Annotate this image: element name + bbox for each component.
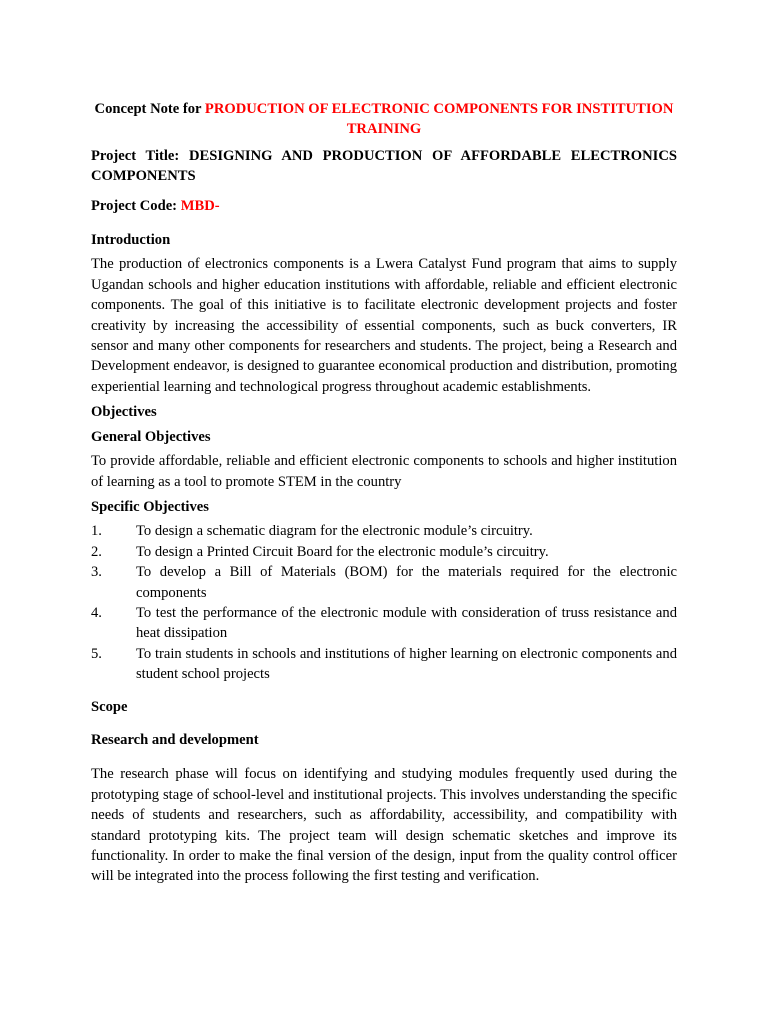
general-objectives-text: To provide affordable, reliable and efficient electronic components to schools and higher institution of learning as a tool to promote STEM in the country [91, 453, 677, 490]
list-item [91, 603, 677, 644]
title-prefix: Concept Note for [94, 101, 205, 117]
project-code [91, 196, 677, 216]
research-development-heading: Research and development [91, 731, 259, 748]
list-item-number: 4. [91, 604, 102, 621]
project-code-label: Project Code: [91, 197, 181, 214]
objectives-heading: Objectives [91, 404, 157, 421]
list-item-number: 2. [91, 543, 102, 560]
list-item-number: 1. [91, 523, 102, 540]
list-item-text: To train students in schools and institutions of higher learning on electronic components and student school projects [136, 645, 677, 683]
introduction-text: The production of electronics components is a Lwera Catalyst Fund program that aims to supply Ugandan schools and higher education institutions with affordable, reliable and efficient electronic components. The goal of this initiative is to facilitate electronic development projects and foster creativity by increasing the accessibility of essential components, such as buck converters, IR sensor and many other components for researchers and students. The project, being a Research and Development endeavor, is designed to guarantee economical production and distribution, promoting experiential learning and technological progress throughout academic establishments. [91, 256, 677, 395]
list-item-text: To design a Printed Circuit Board for the electronic module’s circuitry. [136, 543, 549, 560]
project-title-value: DESIGNING AND PRODUCTION OF AFFORDABLE ELECTRONICS COMPONENTS [91, 147, 677, 185]
project-title [91, 146, 677, 187]
list-item [91, 521, 677, 541]
specific-objectives-list [91, 521, 677, 684]
list-item-text: To design a schematic diagram for the electronic module’s circuitry. [136, 523, 533, 540]
introduction-heading: Introduction [91, 232, 171, 249]
document-title [91, 99, 677, 140]
project-code-value: MBD- [180, 197, 220, 214]
title-highlight: PRODUCTION OF ELECTRONIC COMPONENTS FOR INSTITUTION TRAINING [204, 101, 674, 138]
scope-heading: Scope [91, 698, 128, 715]
document-page [91, 99, 677, 887]
project-title-label: Project Title: [91, 147, 189, 164]
list-item [91, 562, 677, 603]
general-objectives-heading: General Objectives [91, 428, 211, 445]
list-item-number: 3. [91, 564, 102, 581]
list-item-number: 5. [91, 645, 102, 662]
list-item-text: To test the performance of the electronic module with consideration of truss resistance and heat dissipation [136, 604, 677, 642]
list-item [91, 644, 677, 685]
specific-objectives-heading: Specific Objectives [91, 498, 209, 515]
research-development-text: The research phase will focus on identifying and studying modules frequently used during the prototyping stage of school-level and institutional projects. This involves understanding the specific needs of students and researchers, such as affordability, accessibility, and compatibility with standard prototyping kits. The project team will design schematic sketches and improve its functionality. In order to make the final version of the design, input from the quality control officer will be integrated into the process following the first testing and verification. [91, 766, 677, 885]
list-item [91, 542, 677, 562]
list-item-text: To develop a Bill of Materials (BOM) for the materials required for the electronic components [136, 564, 677, 601]
